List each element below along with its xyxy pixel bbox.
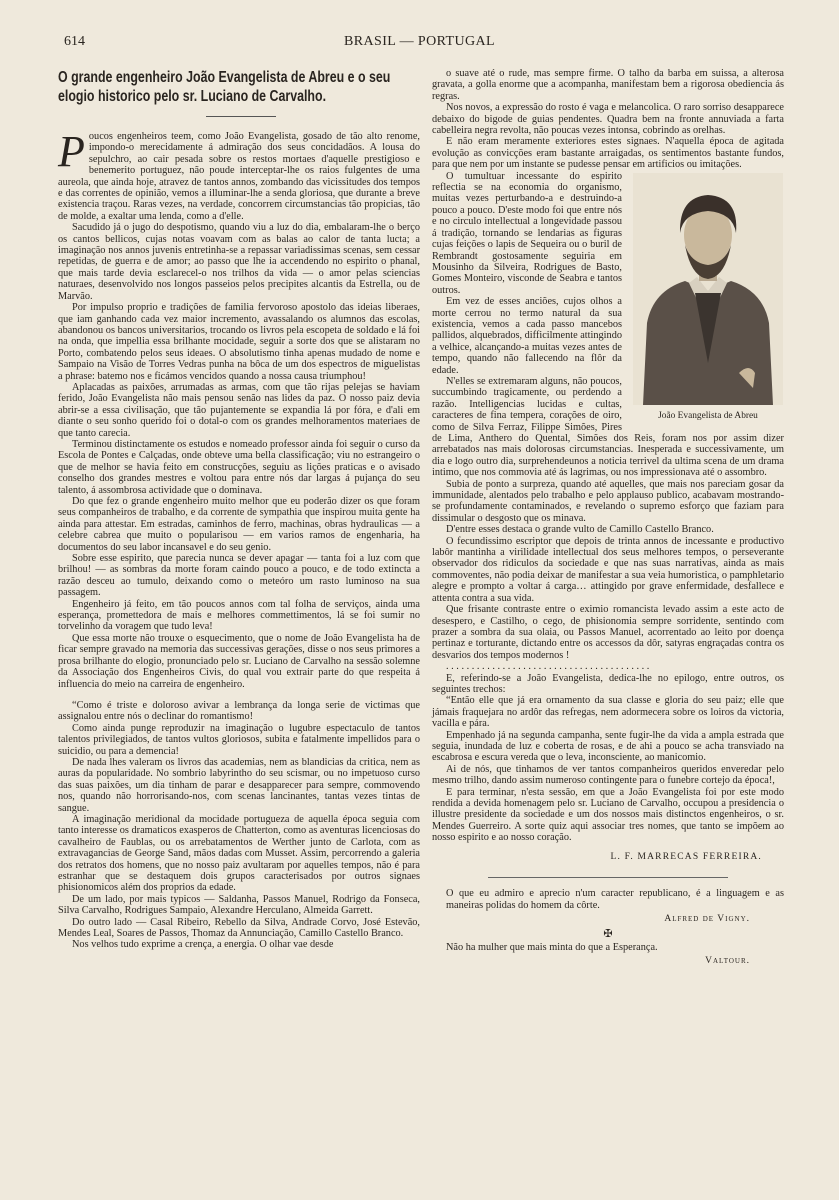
paragraph: Que frisante contraste entre o eximio romancista levado assim a este acto de desespero, e Castilho, o cego, de phisionomia sempre sorridente, sentindo com prazer a sombra da sua olaia, ou Passos Manuel, acorrentado ao leito por doença pertinaz e torturante, dictando entre os accessos da dôr, satyras engraçadas contra os desvarios dos tempos modernos ! (432, 604, 784, 661)
page-header (0, 34, 839, 54)
right-column (432, 68, 784, 968)
paragraph: Ai de nós, que tinhamos de ver tantos companheiros queridos enveredar pelo mesmo trilho, dando assim numeroso contingente para o funebre cortejo da época!, (432, 763, 784, 787)
paragraph: Por impulso proprio e tradições de familia fervoroso apostolo das ideias liberaes, que iam ganhando cada vez maior incremento, avassalando os alumnos das escolas, abandonou os bancos universitarios, trocando os livros pela escopeta de soldado e lá foi na onda, que impellia essa brilhante mocidade, seguir a sorte dos que se alistaram no Porto, combatendo pelos seus ideaes. O absolutismo tinha apenas mudado de nome e Sampaio na Visão de Torres Vedras punha na bôca de um dos espectros de miguelistas a phrase: batemo nos e ficámos vencidos quando a nossa causa triumphou! (58, 302, 420, 382)
running-title: BRASIL — PORTUGAL (344, 34, 495, 49)
paragraph: Empenhado já na segunda campanha, sente fugir-lhe da vida a ampla estrada que seguia, inundada de luz e coberta de rosas, e de ahi a pouco se acha transviado na escabrosa e escura vereda que o leva, inconsciente, ao manicomio. (432, 729, 784, 764)
paragraph: Terminou distinctamente os estudos e nomeado professor ainda foi seguir o curso da Escola de Pontes e Calçadas, onde obteve uma bella classificação; viu no estrangeiro o que de melhor se havia feito em construcções, seguiu as lições praticas e o avisado conselho dos grandes mestres e voltou para entre nós dar largas á pujança do seu talento, á assombrosa actividade que o dominava. (58, 438, 420, 496)
page-number: 614 (64, 34, 85, 49)
paragraph: E, referindo-se a João Evangelista, dedica-lhe no epilogo, entre outros, os seguintes trechos: (432, 672, 784, 695)
left-body (58, 127, 420, 690)
portrait-engraving (633, 173, 783, 405)
right-body-bottom (432, 479, 784, 844)
paragraph: O fecundissimo escriptor que depois de trinta annos de incessante e productivo labôr mantinha a virilidade intellectual dos seus melhores tempos, o perseverante observador dos ridiculos da sociedade e que nas suas narrativas, ainda as mais commoventes, não podia deixar de manifestar a sua veia humoristica, o pamphletario alegre e prompto a voltar á carga… attingido por grave enfermidade, desfallece e attenta contra a sua vida. (432, 535, 784, 604)
epigraph-1-author: Alfred de Vigny. (664, 913, 750, 924)
paragraph: Engenheiro já feito, em tão poucos annos com tal folha de serviços, ainda uma esperança, promettedora de mais e melhores commettimentos, lá se foi sumir no torvelinho da voragem que tudo leva! (58, 598, 420, 633)
portrait-figure (630, 173, 786, 422)
paragraph: De um lado, por mais typicos — Saldanha, Passos Manuel, Rodrigo da Fonseca, Silva Carvalho, Rodrigues Sampaio, Alexandre Herculano, Almeida Garrett. (58, 893, 420, 917)
paragraph: O tumultuar incessante do espirito reflectia se na economia do organismo, muitas vezes perturbando-a e destruindo-a pouco a pouco. D'este modo foi que entre nós e no circulo intellectual a longevidade passou á tradição, tornando se lendarias as figuras cujas feições o lapis de Sequeira ou o buril de Rembrandt gostosamente seguiria em Mousinho da Silveira, Rodrigues de Basto, Gomes Monteiro, visconde de Seabra e tantos outros. (432, 170, 622, 296)
quoted-speech (58, 700, 420, 951)
paragraph: D'entre esses destaca o grande vulto de Camillo Castello Branco. (446, 524, 714, 536)
epigraph-1: O que eu admiro e aprecio n'um caracter republicano, é a linguagem e as maneiras polidas do homem da côrte. (446, 888, 784, 911)
epigraph-2-author: Valtour. (705, 956, 750, 967)
paragraph: “Como é triste e doloroso avivar a lembrança da longa serie de victimas que assignalou entre nós o declinar do romantismo! (58, 699, 420, 723)
paragraph: “Então elle que já era ornamento da sua classe e gloria do seu paiz; elle que jámais fraquejara no ardôr das refregas, nem adormecera sobre os loiros da victoria, vacilla e pára. (432, 695, 784, 730)
paragraph: Que essa morte não trouxe o esquecimento, que o nome de João Evangelista ha de ficar sempre gravado na memoria das successivas gerações, disse o nos seus primores a prosa brilhante do elogio, pronunciado pelo sr. Luciano de Carvalho na sessão solemne da Associação dos Engenheiros Civis, do qual vou extrair parte do que respeita á influencia do meio na carreira de engenheiro. (58, 632, 420, 690)
article-title: O grande engenheiro João Evangelista de Abreu e o seu elogio historico pelo sr. Luciano de Carvalho. (58, 69, 391, 105)
paragraph: Do outro lado — Casal Ribeiro, Rebello da Silva, Andrade Corvo, José Estevão, Mendes Leal, Soares de Passos, Thomaz da Annunciação, Camillo Castello Branco. (58, 916, 420, 940)
article-signature: L. F. MARRECAS FERREIRA. (610, 851, 762, 862)
left-column (58, 68, 420, 951)
paragraph: Aplacadas as paixões, arrumadas as armas, com que tão rijas pelejas se haviam ferido, João Evangelista não mais pensou senão nas lides da paz. O nosso paiz devia abrir-se a essa civilisação, que tão pujantemente se expandia lá por fóra, e d'ali em diante o seu sonho querido foi o dotal-o com os grandes melhoramentos materiaes de que tanto carecia. (58, 381, 420, 439)
paragraph: Sobre esse espirito, que parecia nunca se dever apagar — tanta foi a luz com que brilhou! — as sombras da morte foram caindo pouco a pouco, e de todo extincta a razão desceu ao tumulo, deixando como o meteóro um rasto luminoso na sua passagem. (58, 553, 420, 599)
paragraph: . . . . . . . . . . . . . . . . . . . . . . . . . . . . . . . . . . . . . . . . (446, 661, 650, 673)
paragraph: Subia de ponto a surpreza, quando até aquelles, que mais nos pareciam gosar da immunidade, alentados pelo trabalho e pelo applauso publico, acabavam mostrando-se profundamente contaminados, e revelando o supremo esforço que faziam para dissimular o desgosto que os minava. (432, 478, 784, 524)
paragraph: E para terminar, n'esta sessão, em que a João Evangelista foi por este modo rendida a devida homenagem pelo sr. Luciano de Carvalho, occupou a presidencia o illustre presidente da sociedade e um dos nossos mais distinctos engenheiros, o sr. Mendes Guerreiro. A sorte quiz aqui associar tres nomes, que tanto se impõem ao nosso espirito e ao nosso coração. (432, 786, 784, 844)
title-rule (206, 116, 276, 117)
section-separator (488, 877, 728, 878)
paragraph: De nada lhes valeram os livros das academias, nem as blandicias da critica, nem as auras da popularidade. No sombrio labyrintho do seu scismar, ou no impetuoso curso das suas paixões, um dia tinham de parar e desapparecer para sempre, commovendo nos, quando não horrorisando-nos, com scenas lancinantes, tantas vezes tintas de sangue. (58, 756, 420, 814)
portrait-caption: João Evangelista de Abreu (658, 410, 758, 421)
paragraph: A imaginação meridional da mocidade portugueza de aquella época seguia com tanto interesse os dramaticos exasperos de Chatterton, como as aventuras licenciosas do cavalheiro de Faublas, ou os arrebatamentos de Werther junto de Carlota, com as extravagancias de George Sand, mãos dadas com Musset. Assim, percorrendo a galeria dos retratos dos homens, que no nosso paiz avultaram por aquelles tempos, não é para estranhar que se destaquem dois grupos caracterisados por outros signaes phisionomicos além dos proprios da edade. (58, 813, 420, 894)
cross-ornament-icon: ✠ (603, 928, 613, 941)
paragraph: N'elles se extremaram alguns, não poucos, succumbindo tragicamente, ou perdendo a razão. Intelligencias lucidas e cultas, caracteres de fina tempera, corações de oiro, como de Silva Ferraz, Filippe Simões, Pires de Lima, Anthero do Quental, Simões dos Reis, foram nos por assim dizer arrebatados nas mais dolorosas circumstancias. Inesperada e successivamente, um dia e logo outro dia, surprehendeunos a noticia terrivel da ultima scena de um drama intimo, que nos commovia até ás lagrimas, ou nos impressionava até o assombro. (432, 375, 784, 479)
paragraph: o suave até o rude, mas sempre firme. O talho da barba em suissa, a alterosa gravata, a golla enorme que a acompanha, manifestam bem a rigorosa obediencia ás regras. (432, 68, 784, 102)
paragraph: Do que fez o grande engenheiro muito melhor que eu poderão dizer os que foram seus companheiros de trabalho, e da corrente de sympathia que inspirou muita gente ha ainda para attestar. Em estradas, caminhos de ferro, machinas, obras hydraulicas — a celebre cabrea que muito o popularisou — em varios ramos de engenharia, ha documentos do seu labor incansavel e do seu genio. (58, 496, 420, 553)
paragraph: E não eram meramente exteriores estes signaes. N'aquella época de agitada evolução as convicções eram bastante arraigadas, os sentimentos bastante fundos, para que nem por um instante se pudesse pensar em artificios ou imitações. (432, 136, 784, 171)
paragraph: Nos novos, a expressão do rosto é vaga e melancolica. O raro sorriso desapparece debaixo do bigode de guias pendentes. Quadra bem na fronte annuviada a farta cabelleira negra revolta, não poucas vezes intonsa, cobrindo as orelhas. (432, 102, 784, 137)
paragraph: Em vez de esses anciões, cujos olhos a morte cerrou no termo natural da sua existencia, vemos a cada passo mancebos pallidos, alquebrados, difficilmente attingindo a velhice, alcançando-a muitas vezes antes de tempo, quando não fallecendo na flôr da edade. (432, 296, 622, 376)
paragraph: Nos velhos tudo exprime a crença, a energia. O olhar vae desde (72, 939, 334, 951)
epigraph-2: Não ha mulher que mais minta do que a Esperança. (446, 942, 658, 954)
right-body-top (432, 68, 784, 479)
paragraph: Sacudido já o jugo do despotismo, quando viu a luz do dia, embalaram-lhe o berço os cantos bellicos, cujas notas voavam com as balas ao calor de tanta lucta; a imaginação nos annos juvenis entretinha-se a repassar variadissimas scenas, sem cessar repetidas, de guerra e de amor; ao passo que lhe ia accendendo no espirito o phanal, que mais tarde devia esclarecel-o nos trilhos da vida — o amor pelas sciencias naturaes, desenvolvido nos longos passeios pelos precipites alcantis da Estrella, ou de Marvão. (58, 222, 420, 302)
paragraph: Como ainda punge reproduzir na imaginação o lugubre espectaculo de tantos talentos privilegiados, de tantos vultos gloriosos, subita e fatalmente impellidos para o suicidio, ou para a demencia! (58, 722, 420, 757)
paragraph: Poucos engenheiros teem, como João Evangelista, gosado de tão alto renome, impondo-o merecidamente á admiração dos seus concidadãos. A lousa do sepulchro, ao cair pesada sobre os restos mortaes d'aquelle prestigioso e benemerito portuguez, não poude interceptar-lhe os raios fulgentes de uma aureola, que ainda hoje, atravez de tantos annos, zombando das vicissitudes dos tempos e das correntes de opinião, vemos a illuminar-lhe a senda gloriosa, que durante a breve existencia traçou. Raras vezes, na verdade, concorrem circumstancias tão propicias, tão de molde, a exaltar uma lenda, como a d'elle. (58, 127, 420, 222)
